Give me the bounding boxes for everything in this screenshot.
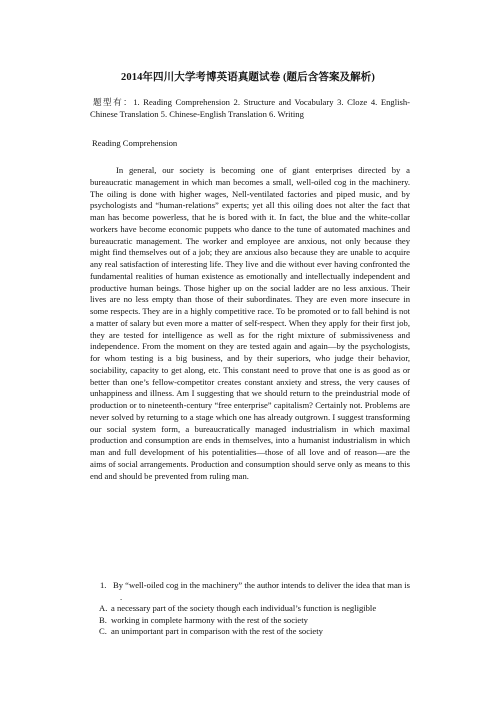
option-text: working in complete harmony with the rest of the society <box>111 614 308 625</box>
option-text: a necessary part of the society though each individual’s function is negligible <box>111 603 377 614</box>
question-stem <box>90 580 410 603</box>
question-number: 1. <box>100 580 107 590</box>
document-title: 2014年四川大学考博英语真题试卷 (题后含答案及解析) <box>121 72 375 83</box>
option-letter: A. <box>99 603 108 614</box>
option-letter: B. <box>99 614 107 625</box>
option-b[interactable] <box>90 615 410 627</box>
reading-passage: In general, our society is becoming one of giant enterprises directed by a bureaucratic management in which man becomes a small, well-oiled cog in the machinery. The oiling is done with higher wages, Nell-ventilated factories and piped music, and by psychologists and “human-relations” experts; yet all this oiling does not alter the fact that man has become powerless, that he is bored with it. In fact, the blue and the white-collar workers have become economic puppets who dance to the tune of automated machines and bureaucratic management. The worker and employee are anxious, not only because they might find themselves out of a job; they are anxious also because they are unable to acquire any real satisfaction of interesting life. They live and die without ever having confronted the fundamental realities of human existence as emotionally and intellectually independent and productive human beings. Those higher up on the social ladder are no less anxious. Their lives are no less empty than those of their subordinates. They are even more insecure in some respects. They are in a highly competitive race. To be promoted or to fall behind is not a matter of salary but even more a matter of self-respect. When they apply for their first job, they are tested for intelligence as well as for the right mixture of submissiveness and independence. From the moment on they are tested again and again—by the psychologists, for whom testing is a big business, and by their superiors, who judge their behavior, sociability, capacity to get along, etc. This constant need to prove that one is as good as or better than one’s fellow-competitor creates constant anxiety and stress, the very causes of unhappiness and illness. Am I suggesting that we should return to the preindustrial mode of production or to nineteenth-century “free enterprise” capitalism? Certainly not. Problems are never solved by returning to a stage which one has already outgrown. I suggest transforming our social system form, a bureaucratically managed industrialism in which maximal production and consumption are ends in themselves, into a humanist industrialism in which man and full development of his potentialities—those of all love and of reason—are the aims of social arrangements. Production and consumption should serve only as means to this end and should be prevented from ruling man. <box>90 165 410 481</box>
option-c[interactable] <box>90 626 410 638</box>
question-text: By “well-oiled cog in the machinery” the author intends to deliver the idea that man is <box>112 580 410 590</box>
question-1 <box>90 580 410 638</box>
option-letter: C. <box>99 626 107 637</box>
option-text: an unimportant part in comparison with the rest of the society <box>111 626 323 637</box>
question-text-end: . <box>120 591 123 602</box>
option-a[interactable] <box>90 603 410 615</box>
section-heading: Reading Comprehension <box>92 138 178 148</box>
question-types: 题型有：1. Reading Comprehension 2. Structure and Vocabulary 3. Cloze 4. English-Chinese Translation 5. Chinese-English Translation 6. Writing <box>90 97 410 120</box>
